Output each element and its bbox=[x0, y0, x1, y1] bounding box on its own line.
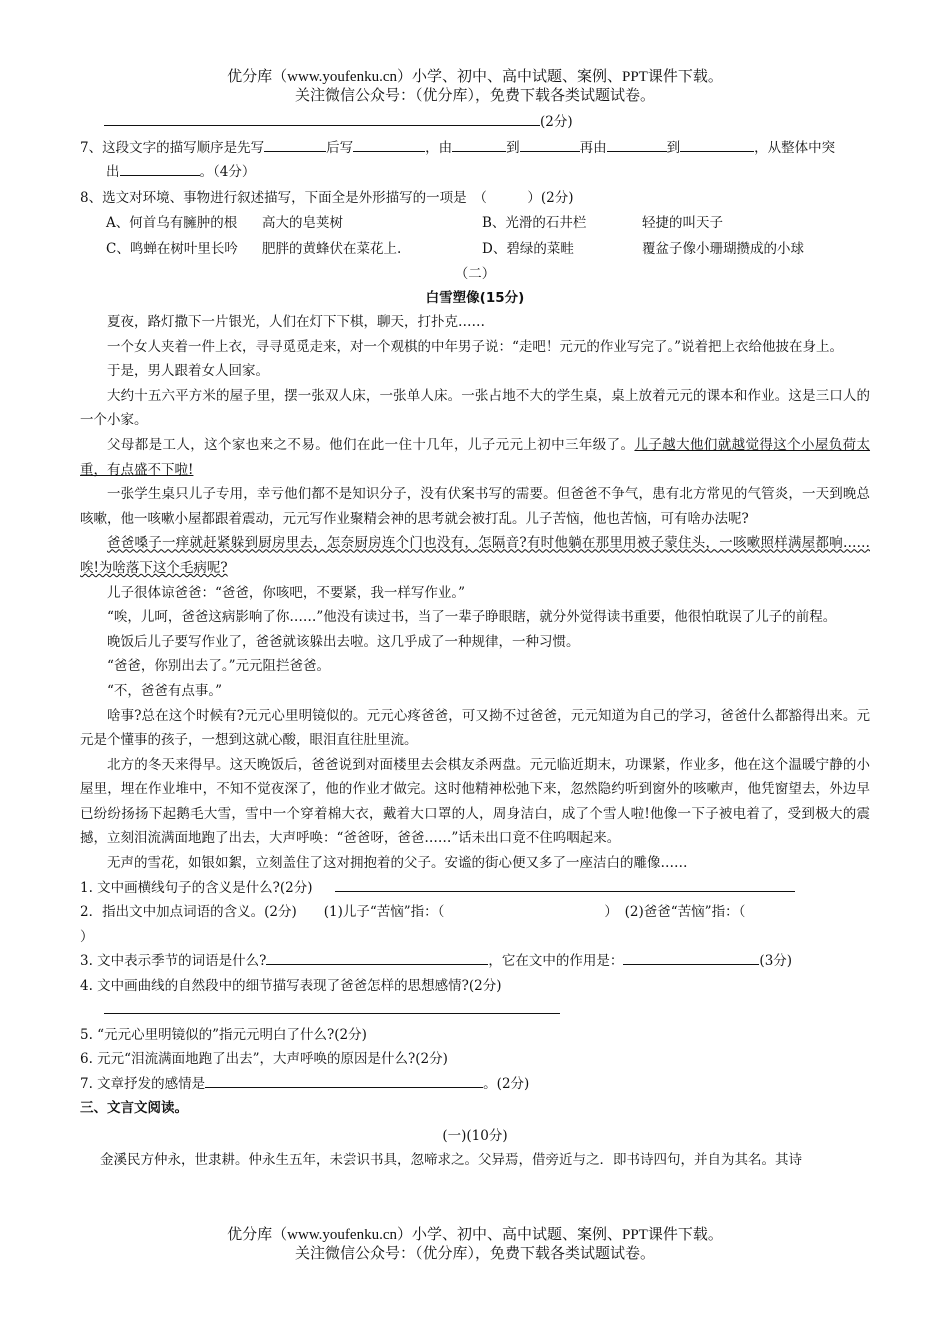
paragraph: “爸爸，你别出去了。”元元阻拦爸爸。 bbox=[107, 658, 331, 675]
article-title: 白雪塑像(15分) bbox=[425, 290, 525, 306]
section-label: （二） bbox=[454, 266, 496, 282]
answer-blank[interactable] bbox=[205, 1074, 483, 1088]
paragraph: 儿子很体谅爸爸：“爸爸，你咳吧，不要紧，我一样写作业。” bbox=[107, 584, 466, 601]
option-row: C、鸣蝉在树叶里长吟 肥胖的黄蜂伏在菜花上. D、碧绿的菜畦 覆盆子像小珊瑚攒成的小球 bbox=[106, 241, 804, 257]
answer-blank[interactable] bbox=[120, 162, 200, 176]
paragraph: 于是，男人跟着女人回家。 bbox=[107, 363, 269, 380]
paragraph: 一个女人夹着一件上衣，寻寻觅觅走来，对一个观棋的中年男子说：“走吧！元元的作业写完了。”说着把上衣给他披在身上。 bbox=[107, 338, 844, 355]
footer-line-2: 关注微信公众号：（优分库），免费下载各类试题试卷。 bbox=[294, 1246, 655, 1262]
header-line-2: 关注微信公众号：（优分库），免费下载各类试题试卷。 bbox=[294, 88, 655, 104]
paragraph: 父母都是工人，这个家也来之不易。他们在此一住十几年，儿子元元上初中三年级了。儿子越大他们就越觉得这个小屋负荷太重，有点盛不下啦! bbox=[80, 436, 871, 478]
prev-question-7-cont: 出 。（4分） bbox=[106, 164, 256, 180]
option-row: A、何首乌有臃肿的根 高大的皂荚树 B、光滑的石井栏 轻捷的叫天子 bbox=[106, 215, 723, 231]
header-line-1: 优分库（www.youfenku.cn）小学、初中、高中试题、案例、PPT课件下载。 bbox=[227, 69, 723, 85]
prev-question-7: 7、这段文字的描写顺序是先写 后写 ，由 到 再由 到 ，从整体中突 bbox=[80, 140, 836, 156]
wavy-underlined-paragraph: 爸爸嗓子一痒就赶紧躲到厨房里去，怎奈厨房连个门也没有，怎隔音?有时他躺在那里用被子蒙住头，一咳嗽照样满屋都响……唉!为啥落下这个毛病呢? bbox=[80, 535, 870, 576]
section-3-sub: (一)(10分) bbox=[442, 1128, 508, 1145]
footer-line-1: 优分库（www.youfenku.cn）小学、初中、高中试题、案例、PPT课件下载。 bbox=[227, 1227, 723, 1243]
answer-blank[interactable] bbox=[104, 1000, 560, 1014]
answer-blank[interactable] bbox=[104, 112, 540, 126]
answer-blank[interactable] bbox=[264, 138, 326, 152]
answer-blank[interactable] bbox=[353, 138, 425, 152]
question-1: 1. 文中画横线句子的含义是什么?(2分) bbox=[80, 876, 870, 901]
answer-blank[interactable] bbox=[607, 138, 667, 152]
question-7: 7. 文章抒发的感情是 。(2分) bbox=[80, 1075, 530, 1092]
answer-blank[interactable] bbox=[520, 138, 580, 152]
paragraph: 大约十五六平方米的屋子里，摆一张双人床，一张单人床。一张占地不大的学生桌，桌上放着元元的课本和作业。这是三口人的一个小家。 bbox=[80, 387, 870, 429]
page-footer bbox=[0, 1226, 950, 1264]
section-3-title: 三、文言文阅读。 bbox=[80, 1100, 188, 1117]
answer-blank[interactable] bbox=[623, 951, 759, 965]
question-6: 6. 元元“泪流满面地跑了出去”，大声呼唤的原因是什么?(2分) bbox=[80, 1051, 448, 1068]
question-5: 5. “元元心里明镜似的”指元元明白了什么?(2分) bbox=[80, 1026, 367, 1043]
paragraph: 夏夜，路灯撒下一片银光，人们在灯下下棋，聊天，打扑克…… bbox=[107, 314, 485, 330]
paragraph: 无声的雪花，如银如絮，立刻盖住了这对拥抱着的父子。安谧的街心便又多了一座洁白的雕像…… bbox=[107, 855, 688, 872]
paragraph: 啥事?总在这个时候有?元元心里明镜似的。元元心疼爸爸，可又拗不过爸爸，元元知道为自己的学习，爸爸什么都豁得出来。元元是个懂事的孩子，一想到这就心酸，眼泪直往肚里流。 bbox=[80, 707, 870, 749]
question-2-cont: ） bbox=[80, 928, 94, 945]
question-4-answer bbox=[80, 998, 870, 1023]
answer-blank[interactable] bbox=[335, 878, 795, 892]
prev-question-8: 8、选文对环境、事物进行叙述描写，下面全是外形描写的一项是 （ ）(2分) bbox=[80, 190, 574, 206]
answer-line-prev: (2分) bbox=[80, 110, 870, 134]
question-2: 2．指出文中加点词语的含义。(2分) (1)儿子“苦恼”指：（ ） (2)爸爸“苦恼”指：（ bbox=[80, 904, 746, 921]
answer-blank[interactable] bbox=[452, 138, 506, 152]
answer-blank[interactable] bbox=[266, 951, 488, 965]
answer-blank[interactable] bbox=[680, 138, 754, 152]
question-4: 4. 文中画曲线的自然段中的细节描写表现了爸爸怎样的思想感情?(2分) bbox=[80, 977, 502, 994]
question-3: 3. 文中表示季节的词语是什么? ，它在文中的作用是： (3分) bbox=[80, 953, 793, 970]
paragraph: “不，爸爸有点事。” bbox=[107, 682, 223, 699]
page-header bbox=[80, 68, 870, 106]
paragraph: “唉，儿呵，爸爸这病影响了你……”他没有读过书，当了一辈子睁眼瞎，就分外觉得读书重要，他很怕耽误了儿子的前程。 bbox=[107, 609, 837, 626]
paragraph: 一张学生桌只儿子专用，幸亏他们都不是知识分子，没有伏案书写的需要。但爸爸不争气，患有北方常见的气管炎，一天到晚总咳嗽，他一咳嗽小屋都跟着震动，元元写作业聚精会神的思考就会被打乱。儿子苦恼，他也苦恼，可有啥办法呢? bbox=[80, 486, 870, 527]
classical-text: 金溪民方仲永，世隶耕。仲永生五年，未尝识书具，忽啼求之。父异焉，借旁近与之．即书诗四句，并自为其名。其诗 bbox=[100, 1152, 802, 1169]
paragraph: 晚饭后儿子要写作业了，爸爸就该躲出去啦。这几乎成了一种规律，一种习惯。 bbox=[107, 633, 580, 650]
underlined-sentence: 儿子越大他们就越觉得这个小屋负荷太重，有点盛不下啦! bbox=[80, 436, 871, 478]
paragraph: 北方的冬天来得早。这天晚饭后，爸爸说到对面楼里去会棋友杀两盘。元元临近期末，功课紧，作业多，他在这个温暖宁静的小屋里，埋在作业堆中，不知不觉夜深了，他的作业才做完。这时他精神松弛下来，忽然隐约听到窗外的咳嗽声，他凭窗望去，外边早已纷纷扬扬下起鹅毛大雪，雪中一个穿着棉大衣，戴着大口罩的人，周身洁白，成了个雪人啦!他像一下子被电着了，受到极大的震撼，立刻泪流满面地跑了出去，大声呼唤：“爸爸呀，爸爸……”话未出口竟不住呜咽起来。 bbox=[80, 756, 870, 847]
